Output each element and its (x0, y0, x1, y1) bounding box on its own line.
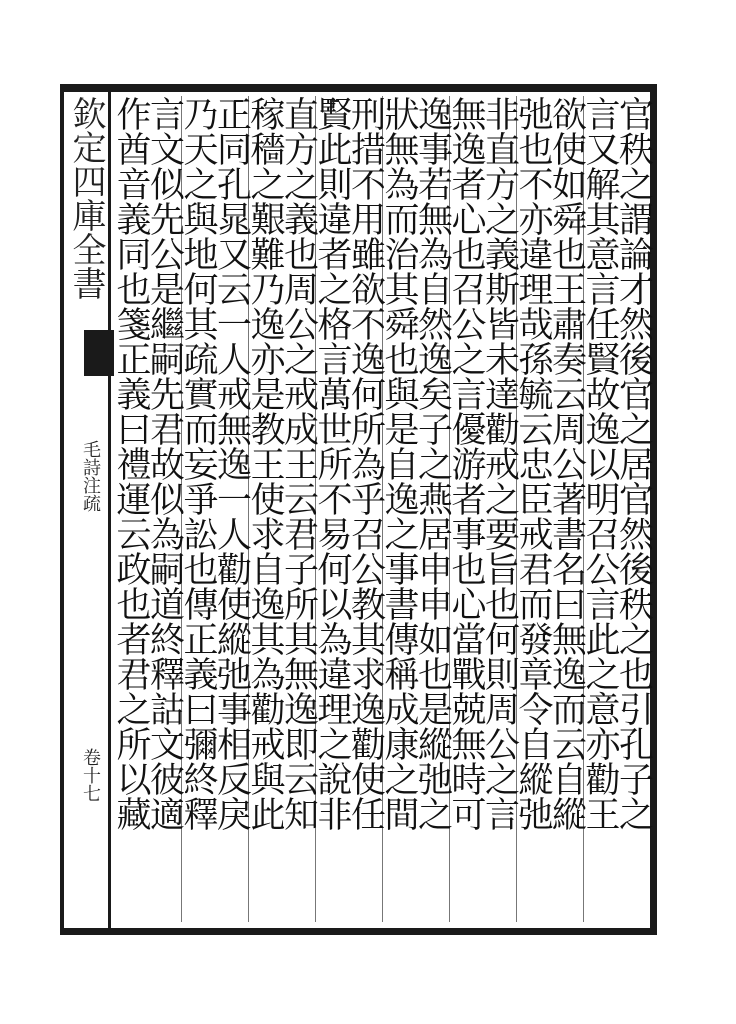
text-column-8 (379, 96, 419, 916)
column-text: 賢此則違者之格言萬世所不易何以為違理之說非 (312, 96, 352, 831)
fishtail-mark (84, 330, 114, 376)
column-text: 乃天之與地何其疏實而妄爭訟也傳正義曰彌終釋 (178, 96, 218, 831)
column-text: 狀無為而治其舜也與是自逸之事書傳稱成康之間 (379, 96, 419, 831)
text-column-12 (245, 96, 285, 916)
text-column-13 (211, 96, 252, 916)
column-text: 正同孔晁又云一人戒無逸一人勸使縱弛事相反戾 (211, 96, 252, 831)
column-text: 作酋音義同也箋正義曰禮運云政也者君之所以藏 (111, 96, 151, 831)
frame-top-border (60, 84, 656, 92)
text-column-2 (580, 96, 620, 916)
text-column-1 (613, 96, 654, 916)
column-text: 直方之義也周公之戒成王云君子所其無逸即云知 (278, 96, 319, 831)
column-text: 刑措不用雖欲不逸何所為乎召公教其求逸勸使任 (345, 96, 386, 831)
column-text: 言又解其意言任賢故逸以明召公言此之意亦勸王 (580, 96, 620, 831)
text-column-14 (178, 96, 218, 916)
margin-book-title: 毛詩注疏 (80, 440, 101, 512)
text-column-3 (546, 96, 587, 916)
frame-bottom-border (60, 928, 656, 935)
text-column-5 (479, 96, 520, 916)
text-column-16 (111, 96, 151, 916)
column-text: 非直方之義斯皆未達勸戒之要旨也何則周公之言 (479, 96, 520, 831)
column-text: 欲使如舜也王肅奏云周公著書名曰無逸而云自縱 (546, 96, 587, 831)
text-column-7 (412, 96, 453, 916)
text-column-9 (345, 96, 386, 916)
text-column-6 (446, 96, 486, 916)
text-column-10 (312, 96, 352, 916)
column-text: 官秩之謂論才然後官之居官然後秩之也引孔子之 (613, 96, 654, 831)
margin-page-number: 卷十七 (80, 748, 101, 802)
column-text: 逸事若無為自然逸矣子之燕居申申如也是縱弛之 (412, 96, 453, 831)
text-column-4 (513, 96, 553, 916)
margin-collection-title: 欽定四庫全書 (66, 96, 106, 300)
column-text: 言文似先公是繼嗣先君故似為嗣道終釋詁文彼適 (144, 96, 185, 831)
text-column-15 (144, 96, 185, 916)
column-text: 無逸者心也召公之言優游者事也心當戰兢無時可 (446, 96, 486, 831)
text-column-11 (278, 96, 319, 916)
column-text: 弛也不亦違理哉孫毓云忠臣戒君而發章令自縱弛 (513, 96, 553, 831)
column-text: 稼穡之艱難乃逸亦是教王使求自逸其為勸戒與此 (245, 96, 285, 831)
